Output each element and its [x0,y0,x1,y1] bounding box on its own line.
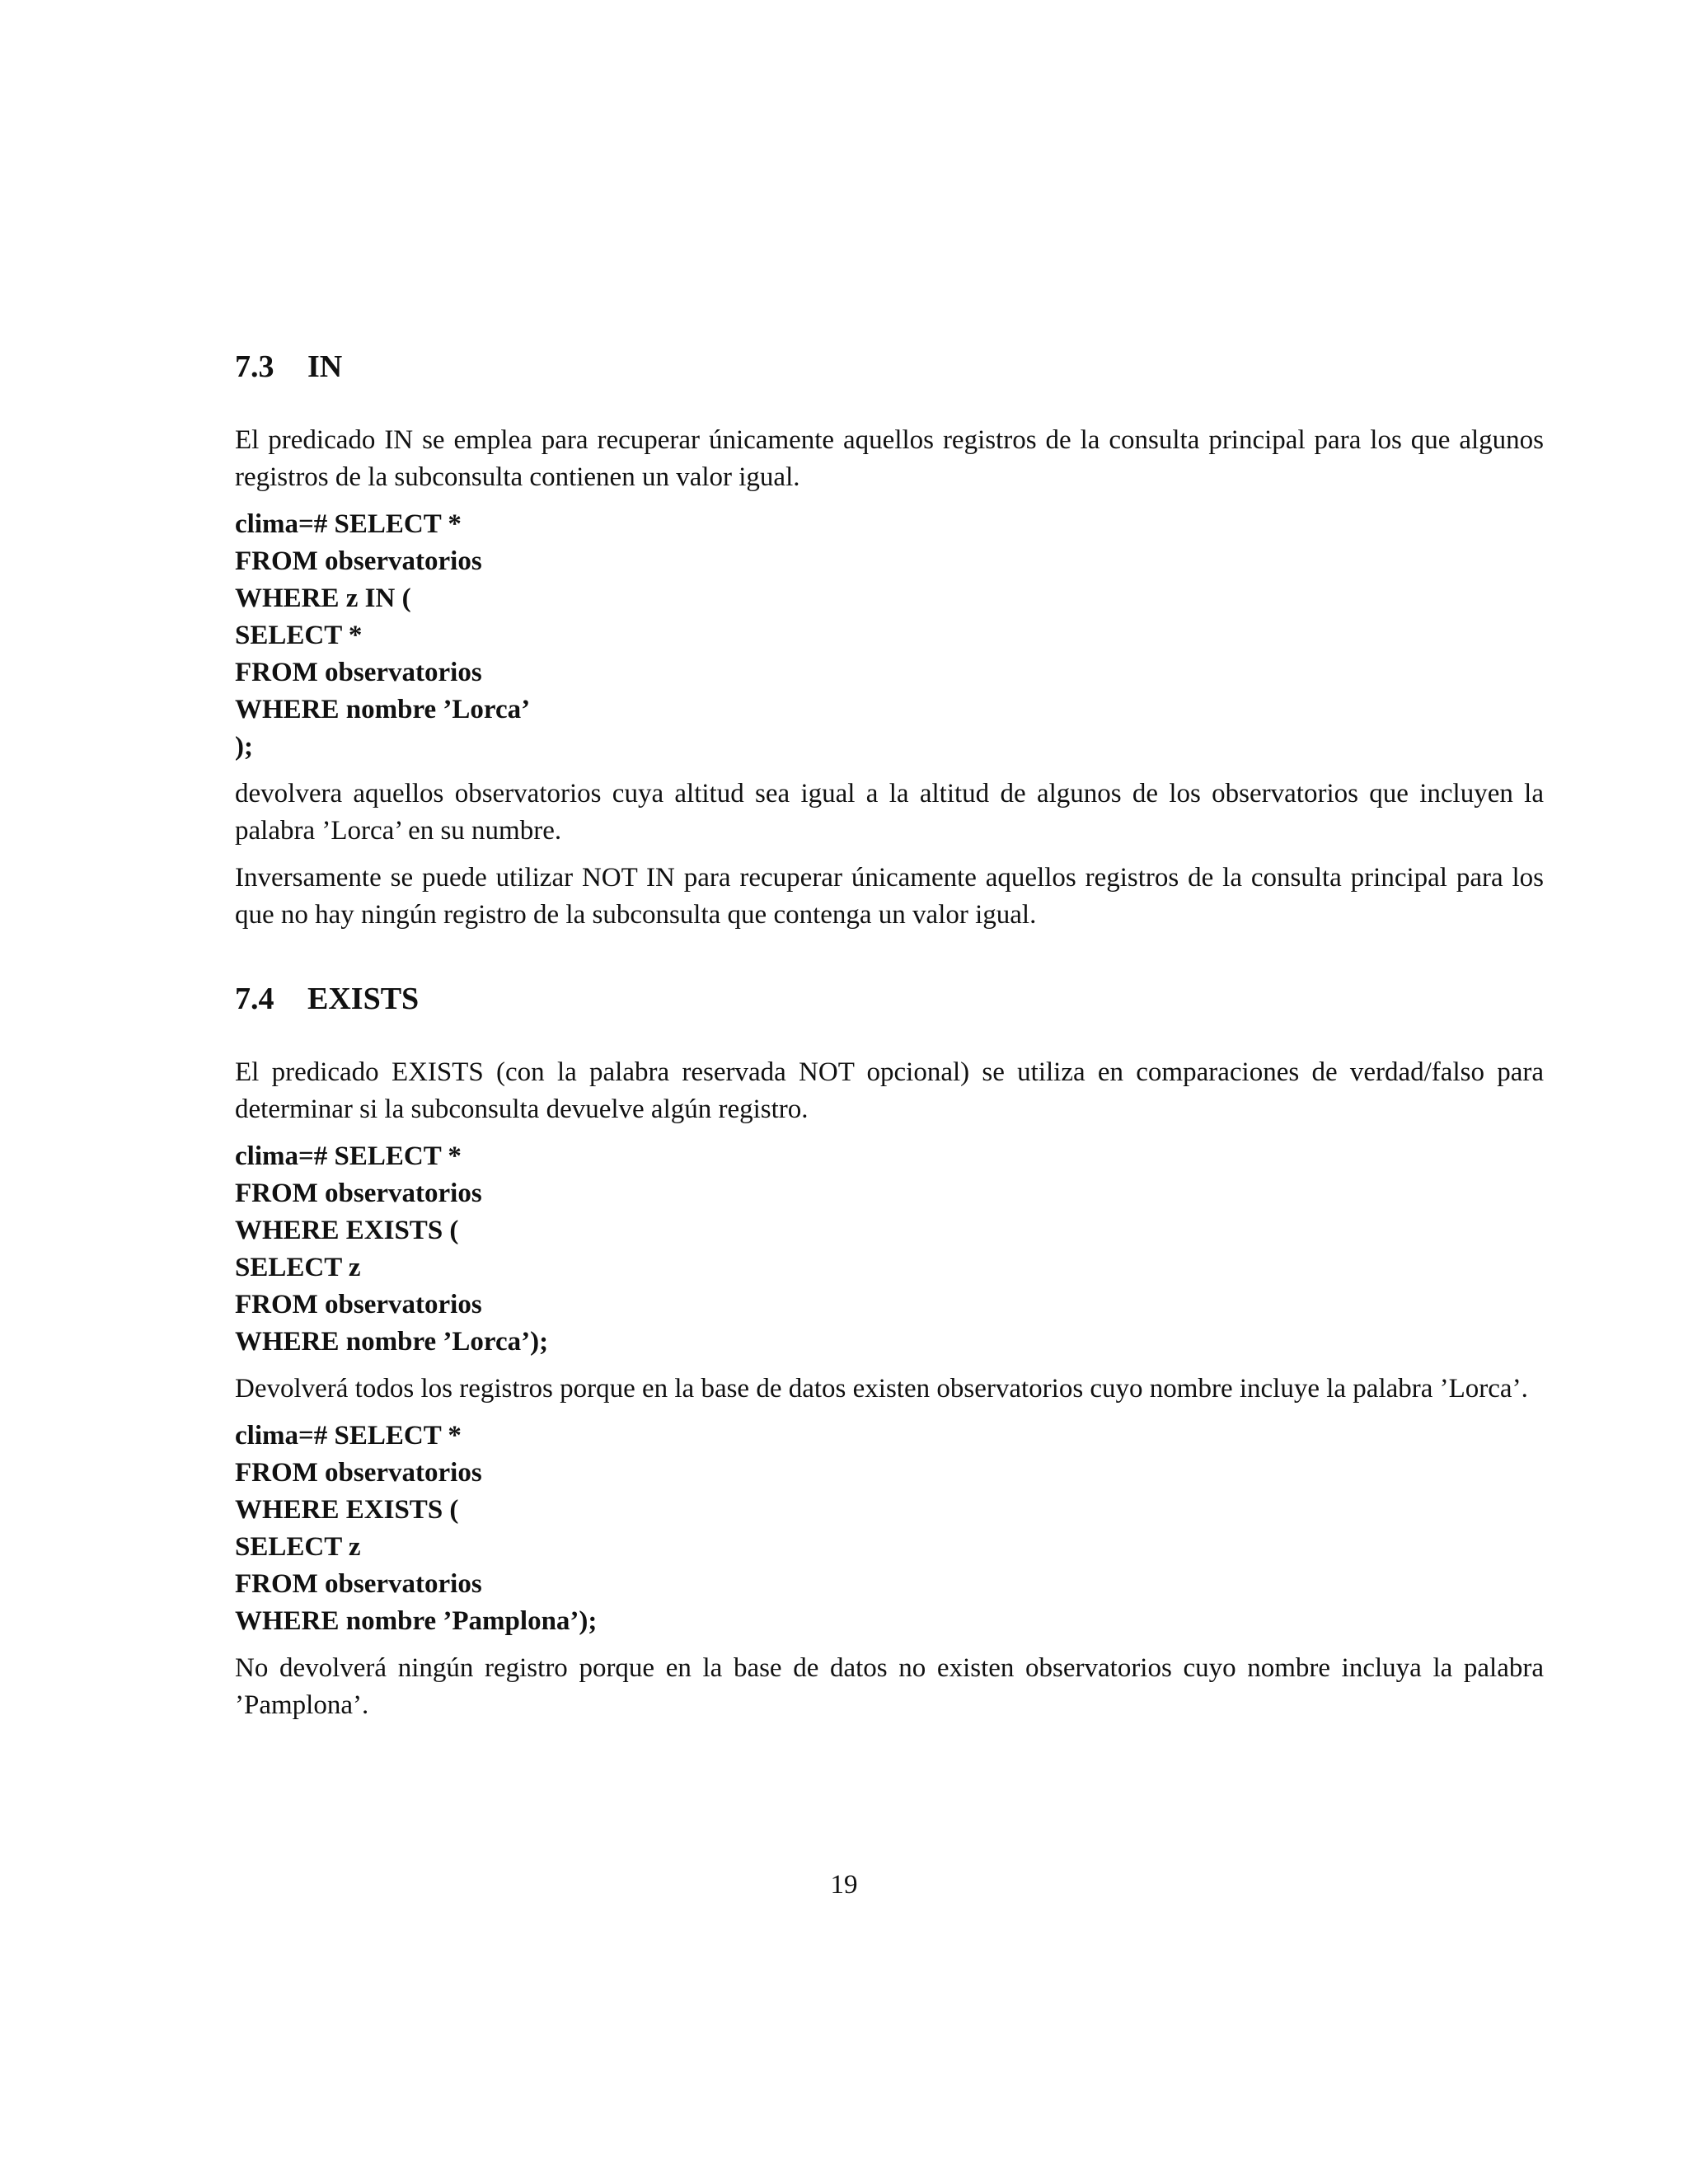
paragraph: No devolverá ningún registro porque en la base de datos no existen observatorios cuyo nombre incluya la palabra ’Pamplona’. [235,1653,1544,1720]
code-line: WHERE EXISTS ( [235,1216,459,1245]
page-number: 19 [830,1870,858,1900]
code-line: SELECT * [235,621,363,650]
code-line: FROM observatorios [235,1458,482,1488]
code-line: clima=# SELECT * [235,1141,462,1171]
section-7-3 [235,346,1544,934]
code-line: SELECT z [235,1253,361,1282]
section-heading [235,978,1544,1019]
code-line: ); [235,732,253,762]
sql-code-block [235,1138,1544,1361]
code-line: WHERE EXISTS ( [235,1495,459,1525]
code-line: WHERE nombre ’Lorca’ [235,695,531,724]
page-content [235,346,1544,1734]
section-number: 7.4 [235,982,274,1016]
section-number: 7.3 [235,349,274,384]
paragraph: Inversamente se puede utilizar NOT IN para recuperar únicamente aquellos registros de la consulta principal para los que no hay ningún registro de la subconsulta que contenga un valor igual. [235,863,1544,930]
section-heading [235,346,1544,387]
code-line: WHERE nombre ’Lorca’); [235,1327,549,1357]
sql-code-block [235,1418,1544,1640]
section-title: IN [307,349,343,384]
paragraph: Devolverá todos los registros porque en la base de datos existen observatorios cuyo nombre incluye la palabra ’Lorca’. [235,1374,1528,1404]
code-line: FROM observatorios [235,1290,482,1319]
section-spacer [235,944,1544,978]
code-line: FROM observatorios [235,1179,482,1208]
sql-code-block [235,506,1544,766]
code-line: FROM observatorios [235,658,482,687]
code-line: clima=# SELECT * [235,1421,462,1451]
code-line: FROM observatorios [235,546,482,576]
code-line: FROM observatorios [235,1569,482,1599]
paragraph: El predicado EXISTS (con la palabra reservada NOT opcional) se utiliza en comparaciones de verdad/falso para determinar si la subconsulta devuelve algún registro. [235,1057,1544,1124]
code-line: SELECT z [235,1532,361,1562]
section-7-4 [235,978,1544,1724]
code-line: WHERE z IN ( [235,583,411,613]
code-line: clima=# SELECT * [235,509,462,539]
paragraph: El predicado IN se emplea para recuperar únicamente aquellos registros de la consulta principal para los que algunos registros de la subconsulta contienen un valor igual. [235,425,1544,492]
code-line: WHERE nombre ’Pamplona’); [235,1606,598,1636]
paragraph: devolvera aquellos observatorios cuya altitud sea igual a la altitud de algunos de los observatorios que incluyen la palabra ’Lorca’ en su numbre. [235,779,1544,846]
section-title: EXISTS [307,982,420,1016]
